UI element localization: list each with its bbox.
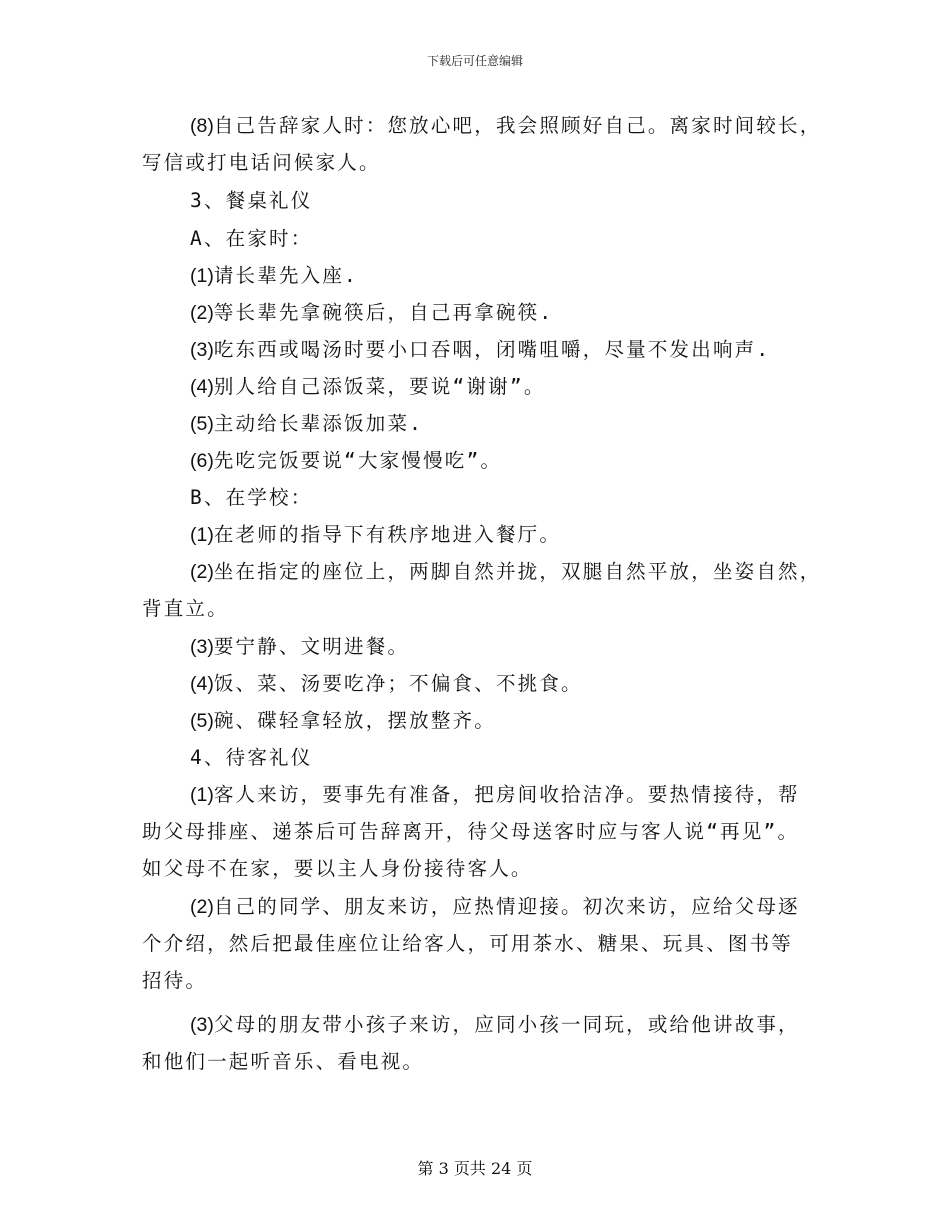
line-text: 在老师的指导下有秩序地进入餐厅。 [213, 523, 562, 546]
text-line-secB [190, 485, 880, 511]
text-line-b2-a [190, 559, 880, 585]
line-text: 3、餐桌礼仪 [190, 189, 313, 212]
line-text: 4、待客礼仪 [190, 746, 313, 769]
text-line-b2-b [142, 596, 832, 622]
text-line-a6 [190, 448, 880, 474]
item-number: (8) [190, 115, 214, 137]
item-number: (3) [190, 636, 214, 658]
text-line-p8-a [190, 113, 880, 139]
line-text: 碗、碟轻拿轻放，摆放整齐。 [213, 709, 496, 732]
line-text: 助父母排座、递茶后可告辞离开，待父母送客时应与客人说“再见”。 [142, 820, 800, 843]
text-line-p8-b [142, 150, 832, 176]
line-text: 个介绍，然后把最佳座位让给客人，可用茶水、糖果、玩具、图书等 [142, 932, 794, 955]
item-number: (2) [190, 561, 214, 583]
text-line-secA [190, 226, 880, 252]
line-text: B、在学校： [190, 486, 313, 509]
item-number: (3) [190, 1014, 214, 1036]
item-number: (1) [190, 265, 214, 287]
text-line-c2-b [142, 931, 832, 957]
text-line-c1-a [190, 782, 880, 808]
item-number: (2) [190, 302, 214, 324]
text-line-sec3 [190, 188, 880, 214]
line-text: A、在家时： [190, 227, 313, 250]
text-line-a5 [190, 411, 880, 437]
page-header: 下载后可任意编辑 [426, 54, 523, 68]
line-text: 要宁静、文明进餐。 [213, 635, 410, 658]
line-text: 如父母不在家，要以主人身份接待客人。 [142, 857, 533, 880]
line-text: 客人来访，要事先有准备，把房间收拾洁净。要热情接待，帮 [213, 783, 800, 806]
line-text: 自己的同学、朋友来访，应热情迎接。初次来访，应给父母逐 [213, 895, 800, 918]
item-number: (5) [190, 710, 214, 732]
line-text: 坐在指定的座位上，两脚自然并拢，双腿自然平放，坐姿自然， [213, 560, 822, 583]
line-text: 背直立。 [142, 597, 229, 620]
line-text: 和他们一起听音乐、看电视。 [142, 1050, 425, 1073]
item-number: (1) [190, 784, 214, 806]
text-line-b5 [190, 708, 880, 734]
item-number: (4) [190, 376, 214, 398]
line-text: 等长辈先拿碗筷后，自己再拿碗筷. [213, 301, 554, 324]
item-number: (2) [190, 896, 214, 918]
line-text: 父母的朋友带小孩子来访，应同小孩一同玩，或给他讲故事， [213, 1013, 800, 1036]
item-number: (1) [190, 524, 214, 546]
text-line-c3-a [190, 1012, 880, 1038]
line-text: 饭、菜、汤要吃净；不偏食、不挑食。 [213, 672, 583, 695]
text-line-a1 [190, 263, 880, 289]
text-line-c2-a [190, 894, 880, 920]
text-line-c1-b [142, 819, 832, 845]
line-text: 招待。 [142, 969, 208, 992]
item-number: (4) [190, 673, 214, 695]
line-text: 自己告辞家人时：您放心吧，我会照顾好自己。离家时间较长， [213, 114, 822, 137]
page-footer: 第 3 页共 24 页 [417, 1159, 533, 1178]
text-line-a3 [190, 337, 880, 363]
text-line-a2 [190, 300, 880, 326]
item-number: (3) [190, 339, 214, 361]
line-text: 主动给长辈添饭加菜. [213, 412, 424, 435]
line-text: 吃东西或喝汤时要小口吞咽，闭嘴咀嚼，尽量不发出响声. [213, 338, 771, 361]
line-text: 写信或打电话问候家人。 [142, 151, 381, 174]
line-text: 先吃完饭要说“大家慢慢吃”。 [213, 449, 503, 472]
text-line-c2-c [142, 968, 832, 994]
text-line-a4 [190, 374, 880, 400]
item-number: (5) [190, 413, 214, 435]
line-text: 请长辈先入座. [213, 264, 358, 287]
text-line-sec4 [190, 745, 880, 771]
text-line-c1-c [142, 856, 832, 882]
text-line-b4 [190, 671, 880, 697]
line-text: 别人给自己添饭菜，要说“谢谢”。 [213, 375, 546, 398]
text-line-c3-b [142, 1049, 832, 1075]
text-line-b1 [190, 522, 880, 548]
text-line-b3 [190, 634, 880, 660]
item-number: (6) [190, 450, 214, 472]
